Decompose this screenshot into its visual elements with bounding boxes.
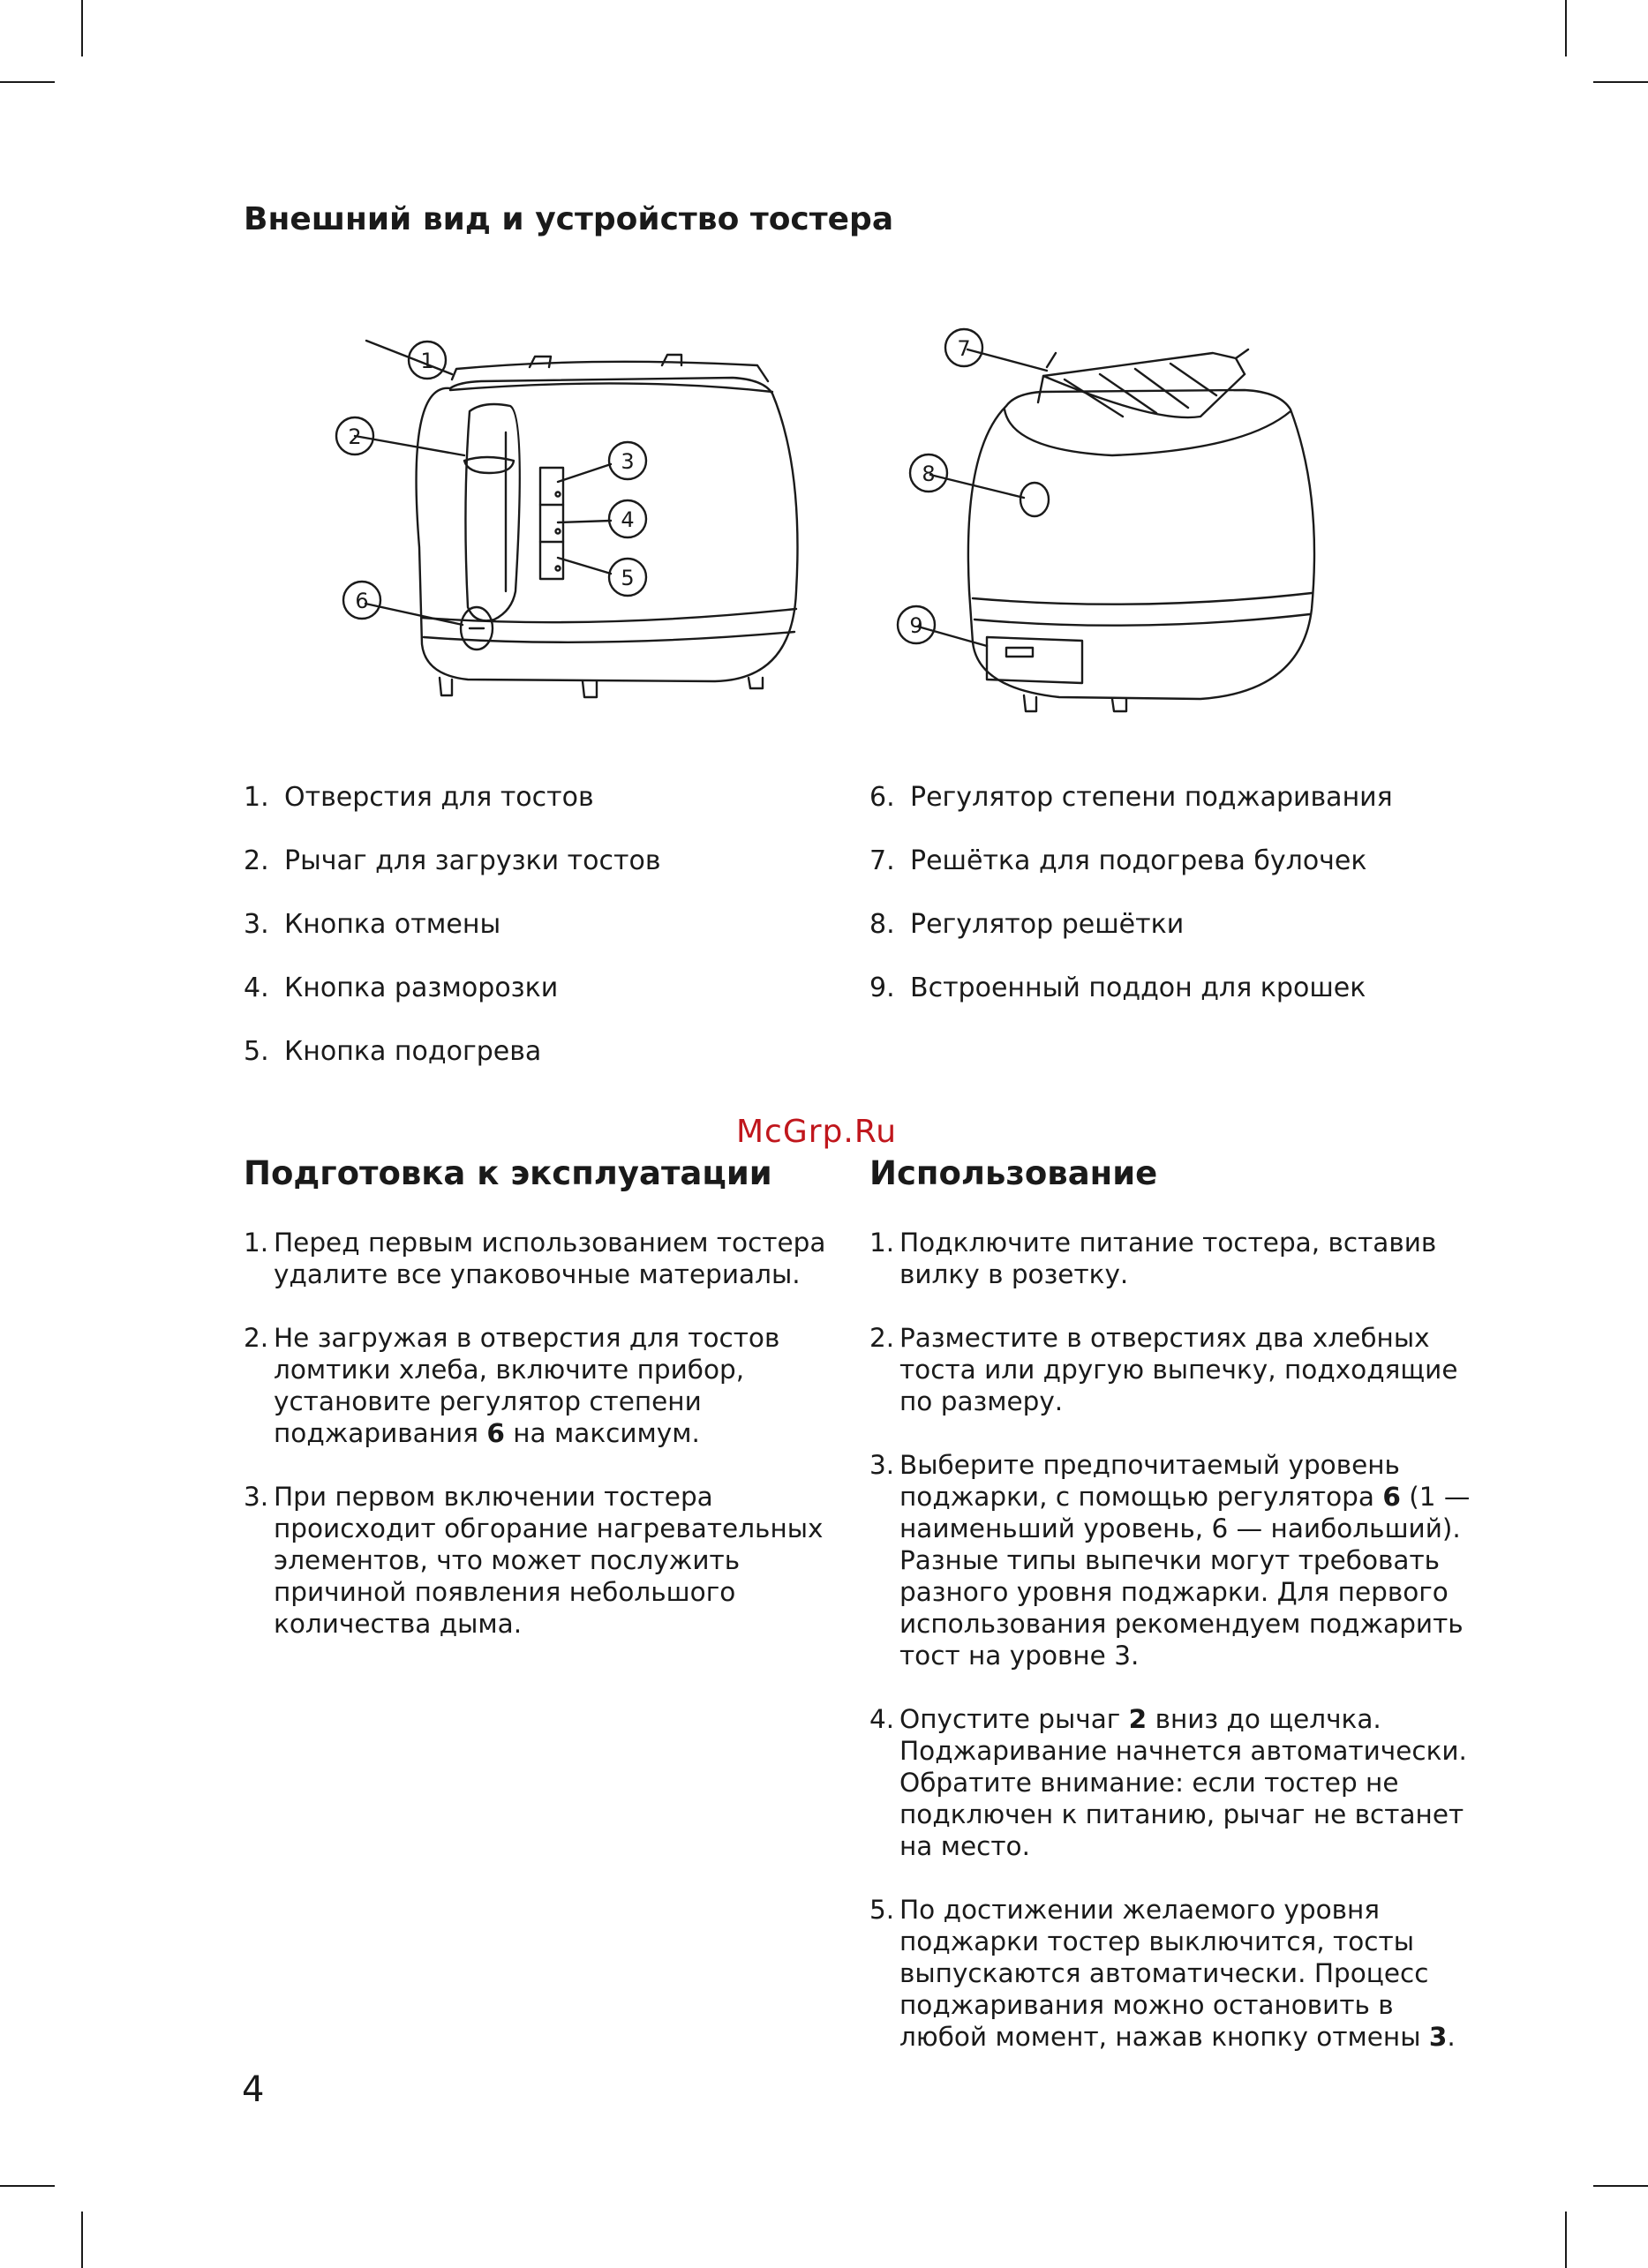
crop-mark — [1565, 0, 1567, 56]
crop-mark — [81, 2212, 83, 2268]
list-item — [869, 1449, 1479, 1671]
item-label: Отверстия для тостов — [284, 782, 594, 813]
crop-mark — [0, 2185, 55, 2187]
crop-mark — [1593, 2185, 1648, 2187]
list-item — [869, 780, 1487, 844]
bun-warming-rack-7 — [1038, 353, 1245, 402]
step-text-end: (1 — наименьший уровень, 6 — наибольший). Разные типы выпечки могут требовать разного уровня поджарки. Для первого использования рекомендуем поджарить тост на уровне 3. — [899, 1482, 1471, 1671]
step-text: Перед первым использованием тостера удалите все упаковочные материалы. — [274, 1228, 826, 1289]
callout-5: 5 — [621, 566, 635, 590]
list-item — [869, 1227, 1479, 1290]
item-label: Кнопка подогрева — [284, 1036, 542, 1067]
callout-1: 1 — [420, 349, 434, 373]
toaster-front-illustration — [327, 327, 821, 715]
item-label: Решётка для подогрева булочек — [910, 845, 1367, 876]
section-title-appearance: Внешний вид и устройство тостера — [244, 201, 894, 237]
callout-8: 8 — [922, 462, 936, 486]
step-text: По достижении желаемого уровня поджарки тостер выключится, тосты выпускаются автоматически. Процесс поджаривания можно остановить в любой момент, нажав кнопку отмены — [899, 1895, 1429, 2052]
side-panel — [465, 404, 519, 620]
item-number: 5. — [244, 1036, 269, 1067]
step-number: 5. — [869, 1895, 895, 1925]
callout-4: 4 — [621, 507, 635, 532]
toaster-back-illustration — [892, 318, 1333, 724]
usage-steps — [869, 1227, 1479, 2084]
item-label: Кнопка отмены — [284, 909, 501, 940]
item-label: Рычаг для загрузки тостов — [284, 845, 661, 876]
item-label: Регулятор решётки — [910, 909, 1185, 940]
callout-3: 3 — [621, 449, 635, 474]
item-number: 4. — [244, 973, 269, 1003]
callout-6: 6 — [355, 589, 369, 613]
preparation-steps — [244, 1227, 826, 1671]
toaster-top-rim — [450, 383, 772, 392]
list-item — [244, 780, 773, 844]
step-text-end: . — [1447, 2022, 1456, 2052]
rack-knob-8 — [1020, 483, 1049, 516]
list-item — [869, 844, 1487, 907]
list-item — [244, 907, 773, 971]
list-item — [869, 1703, 1479, 1862]
list-item — [244, 844, 773, 907]
step-ref: 6 — [486, 1418, 505, 1448]
step-text: Выберите предпочитаемый уровень поджарки, с помощью регулятора — [899, 1450, 1400, 1512]
step-text: Разместите в отверстиях два хлебных тоста или другую выпечку, подходящие по размеру. — [899, 1323, 1458, 1416]
item-number: 3. — [244, 909, 269, 940]
item-number: 6. — [869, 782, 895, 813]
step-number: 4. — [869, 1704, 895, 1734]
item-number: 1. — [244, 782, 269, 813]
step-number: 1. — [244, 1228, 269, 1258]
item-label: Встроенный поддон для крошек — [910, 973, 1366, 1003]
parts-list-right — [869, 780, 1487, 1034]
list-item — [244, 1034, 773, 1098]
item-number: 2. — [244, 845, 269, 876]
step-number: 2. — [869, 1323, 895, 1353]
step-number: 3. — [869, 1450, 895, 1480]
list-item — [244, 971, 773, 1034]
list-item — [869, 1894, 1479, 2053]
page-number: 4 — [242, 2069, 265, 2110]
crop-mark — [1593, 81, 1648, 83]
parts-list-left — [244, 780, 773, 1098]
watermark: McGrp.Ru — [736, 1114, 898, 1150]
item-number: 7. — [869, 845, 895, 876]
section-title-usage: Использование — [869, 1154, 1158, 1192]
crumb-tray-9 — [987, 637, 1082, 683]
item-number: 9. — [869, 973, 895, 1003]
callout-7: 7 — [957, 336, 971, 361]
list-item — [869, 1322, 1479, 1417]
crop-mark — [81, 0, 83, 56]
list-item — [244, 1481, 826, 1640]
list-item — [869, 907, 1487, 971]
item-label: Регулятор степени поджаривания — [910, 782, 1393, 813]
step-text: Опустите рычаг — [899, 1704, 1129, 1734]
step-text: Не загружая в отверстия для тостов ломтики хлеба, включите прибор, установите регулятор степени поджаривания — [274, 1323, 780, 1448]
step-ref: 2 — [1128, 1704, 1148, 1734]
item-number: 8. — [869, 909, 895, 940]
crop-mark — [0, 81, 55, 83]
step-number: 1. — [869, 1228, 895, 1258]
callout-2: 2 — [348, 424, 362, 449]
step-text-end: на максимум. — [504, 1418, 700, 1448]
step-text-end: вниз до щелчка. Поджаривание начнется автоматически. Обратите внимание: если тостер не подключен к питанию, рычаг не встанет на место. — [899, 1704, 1467, 1861]
toaster-body — [968, 390, 1314, 699]
crop-mark — [1565, 2212, 1567, 2268]
step-text: При первом включении тостера происходит обгорание нагревательных элементов, что может послужить причиной появления небольшого количества дыма. — [274, 1482, 824, 1639]
list-item — [244, 1322, 826, 1449]
callout-9: 9 — [909, 613, 923, 638]
step-ref: 3 — [1428, 2022, 1448, 2052]
step-ref: 6 — [1382, 1482, 1401, 1512]
step-number: 3. — [244, 1482, 269, 1512]
item-label: Кнопка разморозки — [284, 973, 559, 1003]
step-text: Подключите питание тостера, вставив вилку в розетку. — [899, 1228, 1437, 1289]
section-title-preparation: Подготовка к эксплуатации — [244, 1154, 772, 1192]
list-item — [869, 971, 1487, 1034]
list-item — [244, 1227, 826, 1290]
step-number: 2. — [244, 1323, 269, 1353]
